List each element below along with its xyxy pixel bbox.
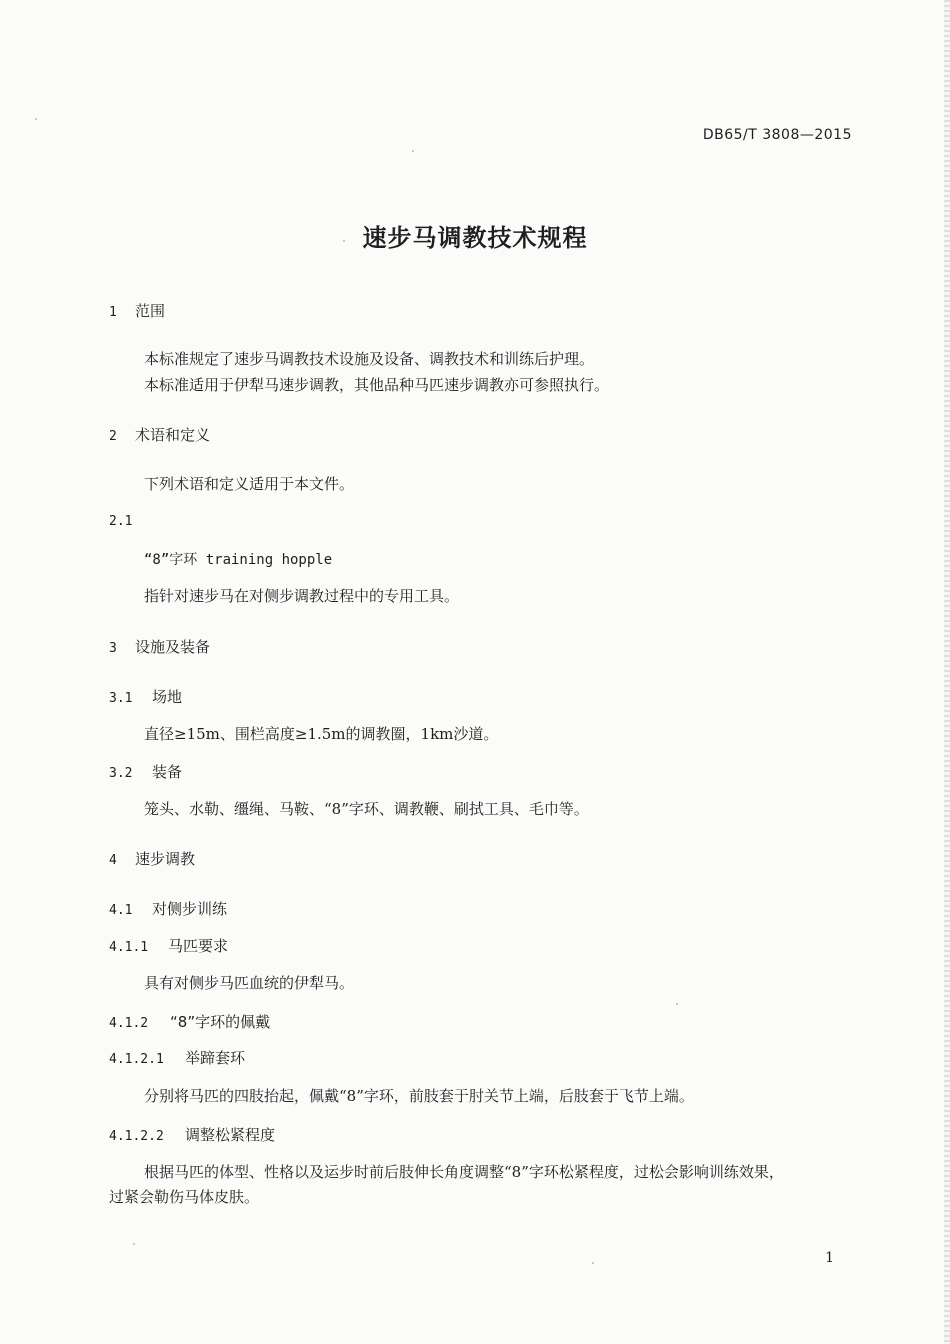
- section-heading: [109, 898, 227, 919]
- section-heading: [109, 424, 210, 445]
- scan-speck: [676, 1003, 678, 1005]
- paragraph: 根据马匹的体型、性格以及运步时前后肢伸长角度调整“8”字环松紧程度，过松会影响训练效果，: [144, 1163, 784, 1181]
- paragraph-continuation: 过紧会勒伤马体皮肤。: [109, 1188, 260, 1206]
- section-number: 3: [109, 641, 117, 656]
- paragraph: 直径≥15m、围栏高度≥1.5m的调教圈，1km沙道。: [144, 725, 499, 743]
- section-heading: [109, 1124, 275, 1145]
- section-heading: [109, 848, 195, 869]
- scan-edge: [944, 0, 950, 1344]
- section-number: 1: [109, 305, 117, 320]
- paragraph: 笼头、水勒、缰绳、马鞍、“8”字环、调教鞭、刷拭工具、毛巾等。: [144, 800, 589, 818]
- section-heading: [109, 761, 182, 782]
- paragraph: 下列术语和定义适用于本文件。: [144, 475, 355, 493]
- paragraph: 分别将马匹的四肢抬起，佩戴“8”字环，前肢套于肘关节上端，后肢套于飞节上端。: [144, 1087, 694, 1105]
- section-number: 4.1.1: [109, 940, 149, 955]
- page-number: 1: [825, 1250, 834, 1266]
- section-title: 装备: [152, 763, 183, 781]
- scan-speck: [133, 1243, 135, 1245]
- section-heading: [109, 300, 165, 321]
- section-title: 范围: [135, 302, 166, 320]
- section-number: 3.1: [109, 691, 133, 706]
- paragraph: 具有对侧步马匹血统的伊犁马。: [144, 974, 355, 992]
- section-number: 4: [109, 853, 117, 868]
- section-number: 4.1.2.2: [109, 1129, 164, 1144]
- section-heading: [109, 636, 210, 657]
- paragraph: 本标准规定了速步马调教技术设施及设备、调教技术和训练后护理。: [144, 350, 595, 368]
- term-entry: “8”字环 training hopple: [144, 552, 333, 568]
- section-title: 场地: [152, 688, 183, 706]
- section-title: 举蹄套环: [185, 1049, 246, 1067]
- section-title: 速步调教: [135, 850, 196, 868]
- section-title: 设施及装备: [135, 638, 211, 656]
- section-title: 调整松紧程度: [185, 1126, 276, 1144]
- scan-speck: [412, 150, 414, 152]
- section-number: 4.1.2: [109, 1016, 149, 1031]
- section-title: 马匹要求: [168, 937, 229, 955]
- section-heading: [109, 1047, 245, 1068]
- section-number: 3.2: [109, 766, 133, 781]
- section-heading: [109, 935, 228, 956]
- section-number: 4.1: [109, 903, 133, 918]
- section-number: 4.1.2.1: [109, 1052, 164, 1067]
- section-heading: [109, 686, 182, 707]
- section-title: 对侧步训练: [152, 900, 228, 918]
- page-title: 速步马调教技术规程: [362, 224, 588, 252]
- document-number: DB65/T 3808—2015: [702, 127, 852, 143]
- section-title: “8”字环的佩戴: [170, 1013, 271, 1031]
- scan-speck: [35, 118, 37, 120]
- paragraph: 本标准适用于伊犁马速步调教，其他品种马匹速步调教亦可参照执行。: [144, 376, 610, 394]
- section-heading: [109, 511, 132, 529]
- section-title: 术语和定义: [135, 426, 211, 444]
- section-heading: [109, 1011, 270, 1032]
- section-number: 2: [109, 429, 117, 444]
- section-number: 2.1: [109, 514, 133, 529]
- scan-speck: [592, 1262, 594, 1264]
- term-definition: 指针对速步马在对侧步调教过程中的专用工具。: [144, 587, 460, 605]
